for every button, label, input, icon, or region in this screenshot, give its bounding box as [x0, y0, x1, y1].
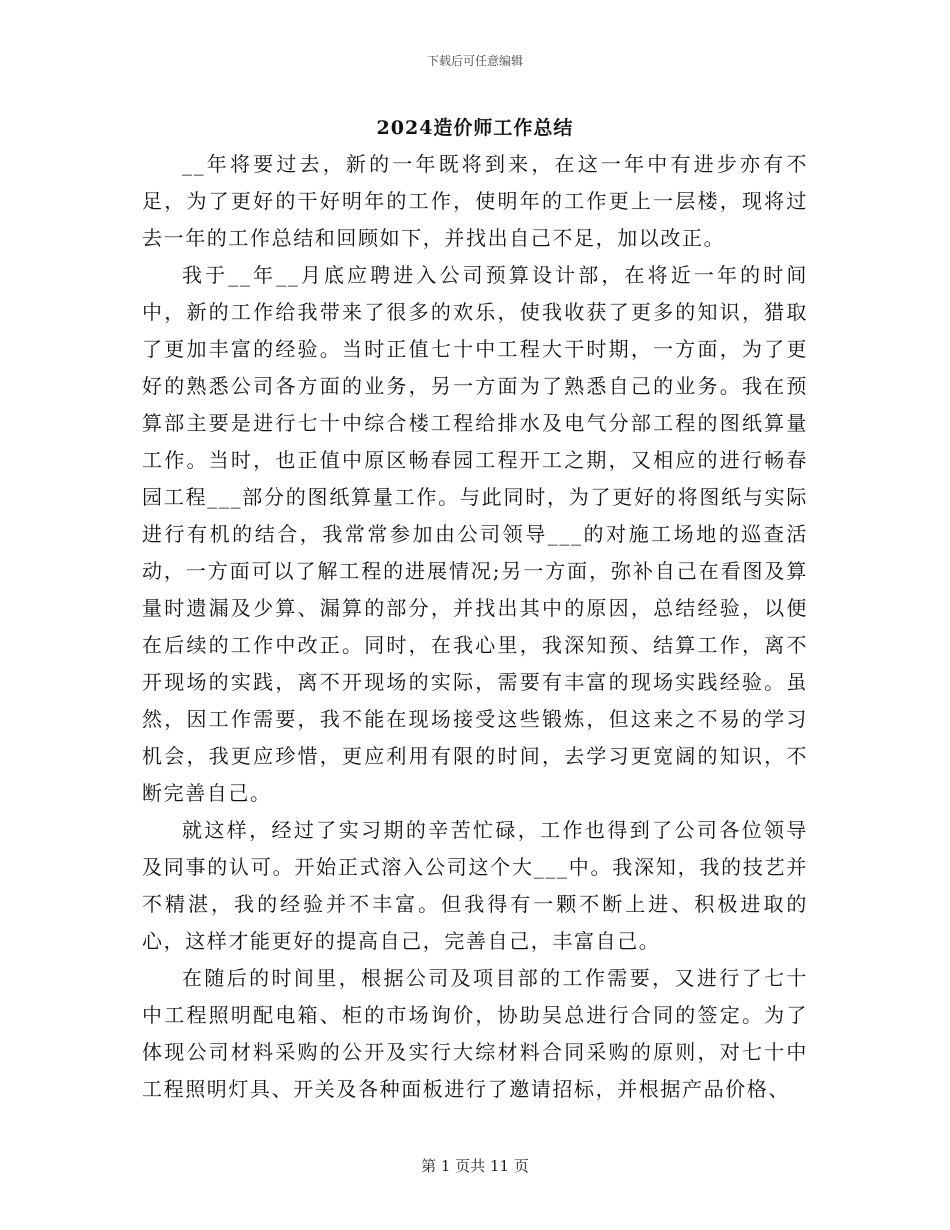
- page-number-footer: 第 1 页共 11 页: [421, 1157, 529, 1175]
- page-header: 下载后可任意编辑: [426, 54, 523, 68]
- paragraph-1: __年将要过去，新的一年既将到来，在这一年中有进步亦有不足，为了更好的干好明年的工作，使明年的工作更上一层楼，现将过去一年的工作总结和回顾如下，并找出自己不足，加以改正。: [142, 152, 808, 250]
- document-title: 2024造价师工作总结: [376, 117, 574, 139]
- paragraph-4: 在随后的时间里，根据公司及项目部的工作需要，又进行了七十中工程照明配电箱、柜的市场询价，协助吴总进行合同的签定。为了体现公司材料采购的公开及实行大综材料合同采购的原则，对七十中工程照明灯具、开关及各种面板进行了邀请招标，并根据产品价格、: [142, 966, 808, 1101]
- paragraph-2: 我于__年__月底应聘进入公司预算设计部，在将近一年的时间中，新的工作给我带来了很多的欢乐，使我收获了更多的知识，猎取了更加丰富的经验。当时正值七十中工程大干时期，一方面，为了更好的熟悉公司各方面的业务，另一方面为了熟悉自己的业务。我在预算部主要是进行七十中综合楼工程给排水及电气分部工程的图纸算量工作。当时，也正值中原区畅春园工程开工之期，又相应的进行畅春园工程___部分的图纸算量工作。与此同时，为了更好的将图纸与实际进行有机的结合，我常常参加由公司领导___的对施工场地的巡查活动，一方面可以了解工程的进展情况;另一方面，弥补自己在看图及算量时遗漏及少算、漏算的部分，并找出其中的原因，总结经验，以便在后续的工作中改正。同时，在我心里，我深知预、结算工作，离不开现场的实践，离不开现场的实际，需要有丰富的现场实践经验。虽然，因工作需要，我不能在现场接受这些锻炼，但这来之不易的学习机会，我更应珍惜，更应利用有限的时间，去学习更宽阔的知识，不断完善自己。: [142, 263, 808, 805]
- paragraph-3: 就这样，经过了实习期的辛苦忙碌，工作也得到了公司各位领导及同事的认可。开始正式溶入公司这个大___中。我深知，我的技艺并不精湛，我的经验并不丰富。但我得有一颗不断上进、积极进取的心，这样才能更好的提高自己，完善自己，丰富自己。: [142, 818, 808, 953]
- document-body: [142, 146, 808, 1108]
